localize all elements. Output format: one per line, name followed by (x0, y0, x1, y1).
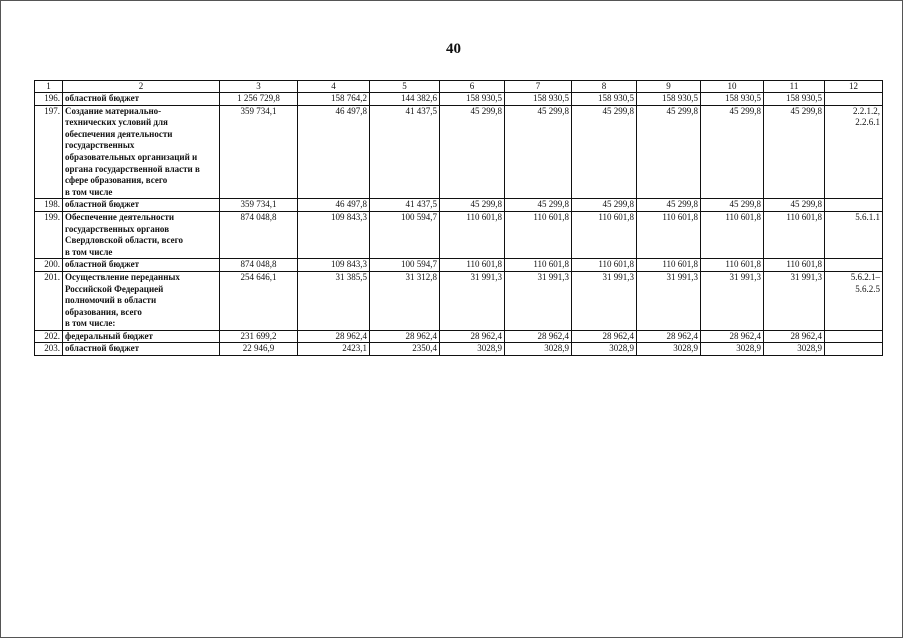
column-header: 11 (764, 81, 825, 93)
row-ref-cell (825, 93, 883, 106)
value-cell: 31 991,3 (440, 271, 505, 330)
value-cell: 110 601,8 (440, 211, 505, 258)
row-name-line: областной бюджет (65, 343, 140, 354)
row-ref-cell (825, 343, 883, 356)
value-cell: 110 601,8 (701, 211, 764, 258)
value-cell: 3028,9 (440, 343, 505, 356)
value-cell: 874 048,8 (220, 259, 298, 272)
value-cell: 2423,1 (298, 343, 370, 356)
value-cell: 158 930,5 (764, 93, 825, 106)
column-header: 8 (572, 81, 637, 93)
value-cell: 100 594,7 (370, 259, 440, 272)
value-cell: 45 299,8 (701, 105, 764, 199)
row-name-line: органа государственной власти в (65, 163, 200, 174)
value-cell: 45 299,8 (764, 105, 825, 199)
row-name-cell (63, 105, 220, 199)
row-name-line: в том числе (65, 246, 113, 257)
row-index-cell: 196. (35, 93, 63, 106)
value-cell: 1 256 729,8 (220, 93, 298, 106)
table-row (35, 271, 883, 330)
value-cell: 109 843,3 (298, 259, 370, 272)
row-ref-cell (825, 199, 883, 212)
row-name-cell (63, 259, 220, 272)
row-name-cell (63, 330, 220, 343)
value-cell: 28 962,4 (637, 330, 701, 343)
row-name-line: Свердловской области, всего (65, 235, 183, 246)
row-name-cell (63, 271, 220, 330)
row-name-line: в том числе (65, 186, 113, 197)
column-header: 5 (370, 81, 440, 93)
value-cell: 41 437,5 (370, 199, 440, 212)
column-header: 12 (825, 81, 883, 93)
row-name-line: образовательных организаций и (65, 151, 198, 162)
value-cell: 144 382,6 (370, 93, 440, 106)
value-cell: 45 299,8 (505, 105, 572, 199)
table-row (35, 343, 883, 356)
column-header: 3 (220, 81, 298, 93)
value-cell: 45 299,8 (505, 199, 572, 212)
row-ref-cell (825, 271, 883, 330)
row-name-line: областной бюджет (65, 199, 140, 210)
row-index-cell: 203. (35, 343, 63, 356)
value-cell: 46 497,8 (298, 199, 370, 212)
row-index-cell: 202. (35, 330, 63, 343)
row-index-cell: 199. (35, 211, 63, 258)
value-cell: 45 299,8 (637, 199, 701, 212)
budget-table (34, 80, 883, 356)
value-cell: 254 646,1 (220, 271, 298, 330)
row-ref-line: 2.2.6.1 (855, 117, 880, 128)
value-cell: 3028,9 (637, 343, 701, 356)
row-ref-cell (825, 211, 883, 258)
value-cell: 110 601,8 (572, 211, 637, 258)
row-name-line: государственных (65, 140, 135, 151)
value-cell: 158 764,2 (298, 93, 370, 106)
row-name-line: государственных органов (65, 223, 170, 234)
table-body (35, 81, 883, 356)
value-cell: 3028,9 (572, 343, 637, 356)
row-index-cell: 197. (35, 105, 63, 199)
row-ref-line: 2.2.1.2, (853, 105, 880, 116)
value-cell: 3028,9 (764, 343, 825, 356)
value-cell: 31 991,3 (637, 271, 701, 330)
value-cell: 28 962,4 (701, 330, 764, 343)
value-cell: 109 843,3 (298, 211, 370, 258)
value-cell: 28 962,4 (298, 330, 370, 343)
column-header: 10 (701, 81, 764, 93)
value-cell: 46 497,8 (298, 105, 370, 199)
table-row (35, 105, 883, 199)
value-cell: 31 312,8 (370, 271, 440, 330)
value-cell: 45 299,8 (572, 105, 637, 199)
row-name-line: обеспечения деятельности (65, 128, 173, 139)
value-cell: 110 601,8 (764, 259, 825, 272)
value-cell: 110 601,8 (505, 211, 572, 258)
value-cell: 45 299,8 (637, 105, 701, 199)
row-name-cell (63, 199, 220, 212)
value-cell: 31 991,3 (572, 271, 637, 330)
value-cell: 158 930,5 (701, 93, 764, 106)
row-name-line: сфере образования, всего (65, 175, 168, 186)
column-header: 6 (440, 81, 505, 93)
value-cell: 28 962,4 (440, 330, 505, 343)
value-cell: 28 962,4 (572, 330, 637, 343)
value-cell: 3028,9 (505, 343, 572, 356)
value-cell: 28 962,4 (764, 330, 825, 343)
value-cell: 31 385,5 (298, 271, 370, 330)
row-index-cell: 198. (35, 199, 63, 212)
row-name-line: Осуществление переданных (65, 271, 180, 282)
row-name-line: Обеспечение деятельности (65, 211, 175, 222)
value-cell: 31 991,3 (701, 271, 764, 330)
value-cell: 110 601,8 (701, 259, 764, 272)
value-cell: 110 601,8 (505, 259, 572, 272)
value-cell: 158 930,5 (505, 93, 572, 106)
table-header-row (35, 81, 883, 93)
row-name-line: областной бюджет (65, 259, 140, 270)
value-cell: 45 299,8 (572, 199, 637, 212)
value-cell: 231 699,2 (220, 330, 298, 343)
row-ref-line: 5.6.1.1 (855, 211, 880, 222)
value-cell: 158 930,5 (572, 93, 637, 106)
table-row (35, 93, 883, 106)
value-cell: 45 299,8 (764, 199, 825, 212)
value-cell: 110 601,8 (440, 259, 505, 272)
row-index-cell: 201. (35, 271, 63, 330)
column-header: 4 (298, 81, 370, 93)
row-name-line: технических условий для (65, 117, 168, 128)
row-name-cell (63, 211, 220, 258)
row-name-line: федеральный бюджет (65, 330, 153, 341)
value-cell: 31 991,3 (505, 271, 572, 330)
value-cell: 28 962,4 (370, 330, 440, 343)
table-row (35, 211, 883, 258)
row-ref-line: 5.6.2.5 (855, 283, 880, 294)
column-header: 7 (505, 81, 572, 93)
column-header: 9 (637, 81, 701, 93)
value-cell: 45 299,8 (701, 199, 764, 212)
row-name-cell (63, 93, 220, 106)
column-header: 1 (35, 81, 63, 93)
value-cell: 359 734,1 (220, 199, 298, 212)
value-cell: 22 946,9 (220, 343, 298, 356)
value-cell: 874 048,8 (220, 211, 298, 258)
row-name-line: Создание материально- (65, 105, 162, 116)
value-cell: 41 437,5 (370, 105, 440, 199)
row-ref-line: 5.6.2.1– (850, 271, 880, 282)
row-name-line: Российской Федерацией (65, 283, 164, 294)
table-row (35, 330, 883, 343)
row-ref-cell (825, 105, 883, 199)
row-name-line: полномочий в области (65, 295, 157, 306)
table-row (35, 199, 883, 212)
value-cell: 110 601,8 (572, 259, 637, 272)
row-name-line: областной бюджет (65, 93, 140, 103)
value-cell: 110 601,8 (637, 259, 701, 272)
value-cell: 110 601,8 (764, 211, 825, 258)
row-ref-cell (825, 259, 883, 272)
row-ref-cell (825, 330, 883, 343)
row-name-line: в том числе: (65, 318, 116, 329)
value-cell: 110 601,8 (637, 211, 701, 258)
value-cell: 158 930,5 (440, 93, 505, 106)
value-cell: 45 299,8 (440, 199, 505, 212)
row-name-cell (63, 343, 220, 356)
table-row (35, 259, 883, 272)
value-cell: 3028,9 (701, 343, 764, 356)
value-cell: 2350,4 (370, 343, 440, 356)
value-cell: 28 962,4 (505, 330, 572, 343)
row-index-cell: 200. (35, 259, 63, 272)
row-name-line: образования, всего (65, 306, 142, 317)
column-header: 2 (63, 81, 220, 93)
value-cell: 31 991,3 (764, 271, 825, 330)
value-cell: 158 930,5 (637, 93, 701, 106)
page-number: 40 (446, 41, 461, 57)
value-cell: 359 734,1 (220, 105, 298, 199)
value-cell: 100 594,7 (370, 211, 440, 258)
value-cell: 45 299,8 (440, 105, 505, 199)
